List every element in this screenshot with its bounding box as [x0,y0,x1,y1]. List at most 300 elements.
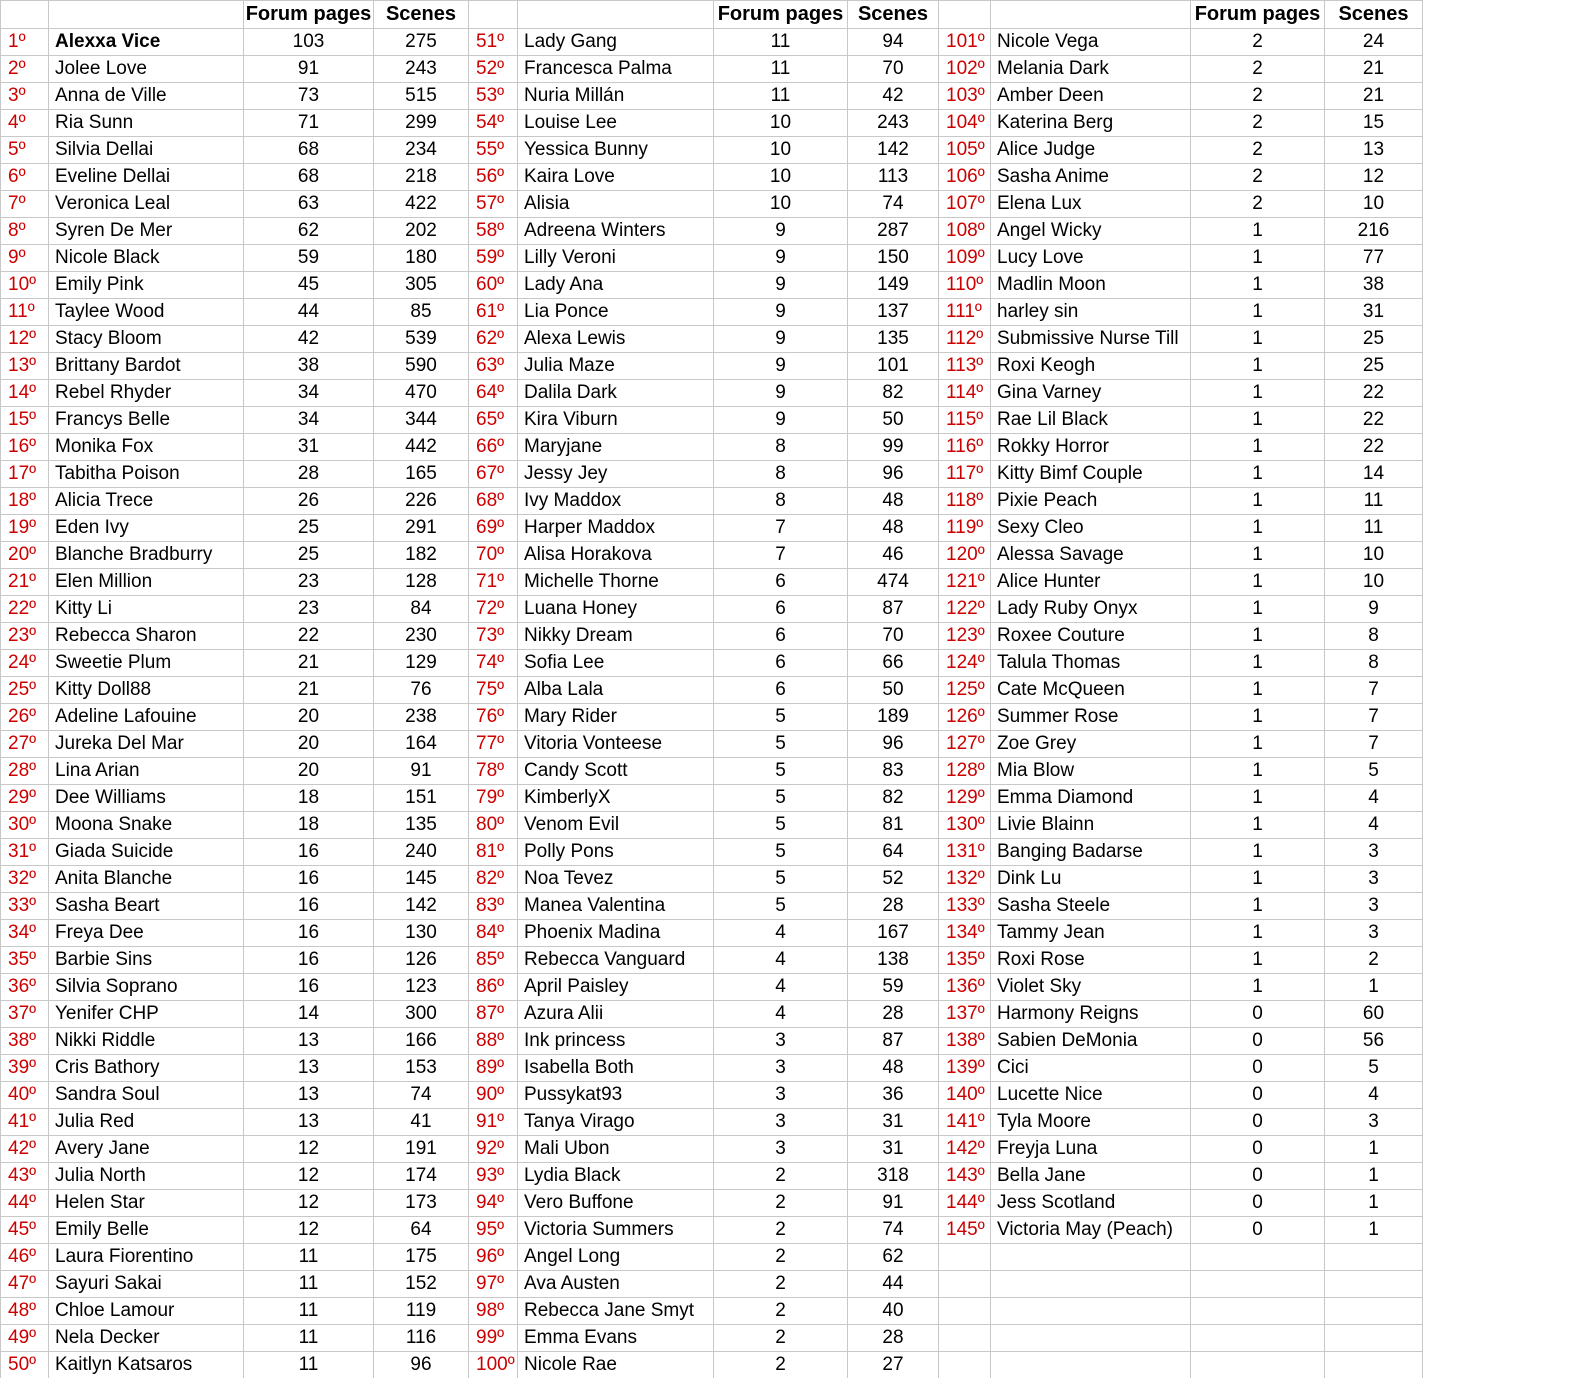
forum-pages-cell[interactable]: 3 [714,1028,848,1055]
empty-cell[interactable] [991,1352,1191,1378]
forum-pages-cell[interactable]: 8 [714,434,848,461]
forum-pages-cell[interactable]: 1 [1191,758,1325,785]
scenes-cell[interactable]: 3 [1325,893,1423,920]
forum-pages-cell[interactable]: 91 [244,56,374,83]
rank-cell[interactable]: 71º [469,569,518,596]
scenes-cell[interactable]: 590 [374,353,469,380]
scenes-cell[interactable]: 9 [1325,596,1423,623]
rank-cell[interactable]: 106º [939,164,991,191]
empty-cell[interactable] [991,1271,1191,1298]
name-cell[interactable]: Rebecca Sharon [49,623,244,650]
empty-header-cell[interactable] [469,1,518,29]
name-cell[interactable]: Mia Blow [991,758,1191,785]
column-header-forum-pages[interactable]: Forum pages [1191,1,1325,29]
name-cell[interactable]: Alice Hunter [991,569,1191,596]
scenes-cell[interactable]: 83 [848,758,939,785]
column-header-scenes[interactable]: Scenes [1325,1,1423,29]
rank-cell[interactable]: 18º [1,488,49,515]
rank-cell[interactable]: 31º [1,839,49,866]
scenes-cell[interactable]: 145 [374,866,469,893]
name-cell[interactable]: Dink Lu [991,866,1191,893]
rank-cell[interactable]: 14º [1,380,49,407]
rank-cell[interactable]: 32º [1,866,49,893]
rank-cell[interactable]: 42º [1,1136,49,1163]
rank-cell[interactable]: 74º [469,650,518,677]
name-cell[interactable]: Angel Wicky [991,218,1191,245]
scenes-cell[interactable]: 151 [374,785,469,812]
forum-pages-cell[interactable]: 1 [1191,731,1325,758]
name-cell[interactable]: Julia Red [49,1109,244,1136]
forum-pages-cell[interactable]: 1 [1191,650,1325,677]
name-cell[interactable]: Sexy Cleo [991,515,1191,542]
empty-cell[interactable] [1191,1244,1325,1271]
name-cell[interactable]: Eveline Dellai [49,164,244,191]
scenes-cell[interactable]: 41 [374,1109,469,1136]
forum-pages-cell[interactable]: 16 [244,947,374,974]
rank-cell[interactable]: 13º [1,353,49,380]
scenes-cell[interactable]: 64 [374,1217,469,1244]
name-cell[interactable]: Kaitlyn Katsaros [49,1352,244,1378]
name-cell[interactable]: Ria Sunn [49,110,244,137]
forum-pages-cell[interactable]: 13 [244,1082,374,1109]
scenes-cell[interactable]: 42 [848,83,939,110]
column-header-forum-pages[interactable]: Forum pages [244,1,374,29]
scenes-cell[interactable]: 22 [1325,434,1423,461]
forum-pages-cell[interactable]: 4 [714,974,848,1001]
empty-cell[interactable] [1191,1352,1325,1378]
scenes-cell[interactable]: 64 [848,839,939,866]
empty-cell[interactable] [1325,1298,1423,1325]
forum-pages-cell[interactable]: 6 [714,650,848,677]
empty-cell[interactable] [939,1325,991,1352]
name-cell[interactable]: Victoria May (Peach) [991,1217,1191,1244]
scenes-cell[interactable]: 48 [848,515,939,542]
name-cell[interactable]: Blanche Bradburry [49,542,244,569]
forum-pages-cell[interactable]: 9 [714,353,848,380]
scenes-cell[interactable]: 38 [1325,272,1423,299]
name-cell[interactable]: Lady Ruby Onyx [991,596,1191,623]
rank-cell[interactable]: 16º [1,434,49,461]
forum-pages-cell[interactable]: 0 [1191,1028,1325,1055]
name-cell[interactable]: Lia Ponce [518,299,714,326]
name-cell[interactable]: Angel Long [518,1244,714,1271]
forum-pages-cell[interactable]: 12 [244,1190,374,1217]
scenes-cell[interactable]: 81 [848,812,939,839]
name-cell[interactable]: Francesca Palma [518,56,714,83]
forum-pages-cell[interactable]: 1 [1191,542,1325,569]
rank-cell[interactable]: 20º [1,542,49,569]
rank-cell[interactable]: 127º [939,731,991,758]
forum-pages-cell[interactable]: 1 [1191,704,1325,731]
rank-cell[interactable]: 132º [939,866,991,893]
name-cell[interactable]: Syren De Mer [49,218,244,245]
scenes-cell[interactable]: 7 [1325,677,1423,704]
scenes-cell[interactable]: 240 [374,839,469,866]
forum-pages-cell[interactable]: 62 [244,218,374,245]
rank-cell[interactable]: 8º [1,218,49,245]
rank-cell[interactable]: 120º [939,542,991,569]
scenes-cell[interactable]: 191 [374,1136,469,1163]
rank-cell[interactable]: 35º [1,947,49,974]
rank-cell[interactable]: 98º [469,1298,518,1325]
scenes-cell[interactable]: 128 [374,569,469,596]
name-cell[interactable]: Stacy Bloom [49,326,244,353]
scenes-cell[interactable]: 474 [848,569,939,596]
name-cell[interactable]: Silvia Dellai [49,137,244,164]
name-cell[interactable]: Freya Dee [49,920,244,947]
name-cell[interactable]: Elena Lux [991,191,1191,218]
forum-pages-cell[interactable]: 2 [714,1190,848,1217]
name-cell[interactable]: Katerina Berg [991,110,1191,137]
empty-cell[interactable] [939,1298,991,1325]
scenes-cell[interactable]: 3 [1325,920,1423,947]
name-cell[interactable]: Tanya Virago [518,1109,714,1136]
rank-cell[interactable]: 11º [1,299,49,326]
forum-pages-cell[interactable]: 7 [714,542,848,569]
rank-cell[interactable]: 60º [469,272,518,299]
name-cell[interactable]: Sandra Soul [49,1082,244,1109]
rank-cell[interactable]: 83º [469,893,518,920]
name-cell[interactable]: Talula Thomas [991,650,1191,677]
name-cell[interactable]: Nicole Vega [991,29,1191,56]
name-cell[interactable]: Ink princess [518,1028,714,1055]
name-cell[interactable]: Jessy Jey [518,461,714,488]
scenes-cell[interactable]: 238 [374,704,469,731]
scenes-cell[interactable]: 318 [848,1163,939,1190]
forum-pages-cell[interactable]: 59 [244,245,374,272]
scenes-cell[interactable]: 50 [848,407,939,434]
scenes-cell[interactable]: 4 [1325,1082,1423,1109]
forum-pages-cell[interactable]: 31 [244,434,374,461]
forum-pages-cell[interactable]: 0 [1191,1217,1325,1244]
forum-pages-cell[interactable]: 1 [1191,245,1325,272]
name-cell[interactable]: Anita Blanche [49,866,244,893]
forum-pages-cell[interactable]: 3 [714,1055,848,1082]
scenes-cell[interactable]: 287 [848,218,939,245]
scenes-cell[interactable]: 8 [1325,650,1423,677]
forum-pages-cell[interactable]: 5 [714,758,848,785]
rank-cell[interactable]: 139º [939,1055,991,1082]
forum-pages-cell[interactable]: 34 [244,407,374,434]
forum-pages-cell[interactable]: 5 [714,731,848,758]
name-cell[interactable]: Phoenix Madina [518,920,714,947]
forum-pages-cell[interactable]: 45 [244,272,374,299]
name-cell[interactable]: Sofia Lee [518,650,714,677]
empty-header-cell[interactable] [991,1,1191,29]
forum-pages-cell[interactable]: 16 [244,866,374,893]
rank-cell[interactable]: 145º [939,1217,991,1244]
name-cell[interactable]: Louise Lee [518,110,714,137]
rank-cell[interactable]: 75º [469,677,518,704]
rank-cell[interactable]: 111º [939,299,991,326]
scenes-cell[interactable]: 14 [1325,461,1423,488]
forum-pages-cell[interactable]: 10 [714,137,848,164]
scenes-cell[interactable]: 27 [848,1352,939,1378]
name-cell[interactable]: Mali Ubon [518,1136,714,1163]
forum-pages-cell[interactable]: 9 [714,380,848,407]
forum-pages-cell[interactable]: 1 [1191,353,1325,380]
forum-pages-cell[interactable]: 7 [714,515,848,542]
forum-pages-cell[interactable]: 1 [1191,596,1325,623]
name-cell[interactable]: Lady Gang [518,29,714,56]
scenes-cell[interactable]: 25 [1325,353,1423,380]
forum-pages-cell[interactable]: 23 [244,569,374,596]
empty-cell[interactable] [939,1271,991,1298]
forum-pages-cell[interactable]: 0 [1191,1190,1325,1217]
forum-pages-cell[interactable]: 6 [714,677,848,704]
scenes-cell[interactable]: 1 [1325,1136,1423,1163]
name-cell[interactable]: Lilly Veroni [518,245,714,272]
rank-cell[interactable]: 89º [469,1055,518,1082]
name-cell[interactable]: Alexxa Vice [49,29,244,56]
forum-pages-cell[interactable]: 2 [714,1271,848,1298]
scenes-cell[interactable]: 40 [848,1298,939,1325]
rank-cell[interactable]: 117º [939,461,991,488]
rank-cell[interactable]: 12º [1,326,49,353]
name-cell[interactable]: Freyja Luna [991,1136,1191,1163]
rank-cell[interactable]: 19º [1,515,49,542]
rank-cell[interactable]: 29º [1,785,49,812]
scenes-cell[interactable]: 56 [1325,1028,1423,1055]
rank-cell[interactable]: 65º [469,407,518,434]
name-cell[interactable]: Emily Pink [49,272,244,299]
name-cell[interactable]: Bella Jane [991,1163,1191,1190]
scenes-cell[interactable]: 22 [1325,380,1423,407]
rank-cell[interactable]: 88º [469,1028,518,1055]
rank-cell[interactable]: 44º [1,1190,49,1217]
column-header-forum-pages[interactable]: Forum pages [714,1,848,29]
rank-cell[interactable]: 101º [939,29,991,56]
rank-cell[interactable]: 144º [939,1190,991,1217]
name-cell[interactable]: Francys Belle [49,407,244,434]
rank-cell[interactable]: 1º [1,29,49,56]
name-cell[interactable]: Tammy Jean [991,920,1191,947]
name-cell[interactable]: Jess Scotland [991,1190,1191,1217]
rank-cell[interactable]: 6º [1,164,49,191]
scenes-cell[interactable]: 28 [848,1001,939,1028]
scenes-cell[interactable]: 119 [374,1298,469,1325]
rank-cell[interactable]: 40º [1,1082,49,1109]
rank-cell[interactable]: 15º [1,407,49,434]
forum-pages-cell[interactable]: 2 [1191,56,1325,83]
forum-pages-cell[interactable]: 1 [1191,623,1325,650]
name-cell[interactable]: Taylee Wood [49,299,244,326]
name-cell[interactable]: Violet Sky [991,974,1191,1001]
name-cell[interactable]: Michelle Thorne [518,569,714,596]
forum-pages-cell[interactable]: 2 [714,1352,848,1378]
scenes-cell[interactable]: 82 [848,380,939,407]
forum-pages-cell[interactable]: 2 [1191,29,1325,56]
name-cell[interactable]: Harper Maddox [518,515,714,542]
scenes-cell[interactable]: 422 [374,191,469,218]
rank-cell[interactable]: 87º [469,1001,518,1028]
name-cell[interactable]: Giada Suicide [49,839,244,866]
scenes-cell[interactable]: 189 [848,704,939,731]
scenes-cell[interactable]: 216 [1325,218,1423,245]
rank-cell[interactable]: 136º [939,974,991,1001]
rank-cell[interactable]: 142º [939,1136,991,1163]
forum-pages-cell[interactable]: 6 [714,623,848,650]
name-cell[interactable]: Alexa Lewis [518,326,714,353]
scenes-cell[interactable]: 442 [374,434,469,461]
forum-pages-cell[interactable]: 38 [244,353,374,380]
scenes-cell[interactable]: 113 [848,164,939,191]
forum-pages-cell[interactable]: 0 [1191,1163,1325,1190]
name-cell[interactable]: Kitty Bimf Couple [991,461,1191,488]
scenes-cell[interactable]: 153 [374,1055,469,1082]
scenes-cell[interactable]: 152 [374,1271,469,1298]
rank-cell[interactable]: 23º [1,623,49,650]
name-cell[interactable]: Barbie Sins [49,947,244,974]
scenes-cell[interactable]: 2 [1325,947,1423,974]
forum-pages-cell[interactable]: 11 [714,56,848,83]
rank-cell[interactable]: 110º [939,272,991,299]
name-cell[interactable]: Cate McQueen [991,677,1191,704]
scenes-cell[interactable]: 31 [1325,299,1423,326]
name-cell[interactable]: Kaira Love [518,164,714,191]
name-cell[interactable]: Dalila Dark [518,380,714,407]
forum-pages-cell[interactable]: 12 [244,1136,374,1163]
name-cell[interactable]: Sasha Beart [49,893,244,920]
scenes-cell[interactable]: 7 [1325,704,1423,731]
rank-cell[interactable]: 109º [939,245,991,272]
forum-pages-cell[interactable]: 1 [1191,299,1325,326]
name-cell[interactable]: Noa Tevez [518,866,714,893]
forum-pages-cell[interactable]: 63 [244,191,374,218]
rank-cell[interactable]: 86º [469,974,518,1001]
forum-pages-cell[interactable]: 23 [244,596,374,623]
name-cell[interactable]: Maryjane [518,434,714,461]
forum-pages-cell[interactable]: 9 [714,272,848,299]
forum-pages-cell[interactable]: 26 [244,488,374,515]
rank-cell[interactable]: 52º [469,56,518,83]
forum-pages-cell[interactable]: 16 [244,839,374,866]
scenes-cell[interactable]: 173 [374,1190,469,1217]
rank-cell[interactable]: 5º [1,137,49,164]
name-cell[interactable]: Nicole Black [49,245,244,272]
scenes-cell[interactable]: 226 [374,488,469,515]
forum-pages-cell[interactable]: 5 [714,866,848,893]
forum-pages-cell[interactable]: 8 [714,488,848,515]
empty-cell[interactable] [1325,1271,1423,1298]
empty-cell[interactable] [1325,1352,1423,1378]
rank-cell[interactable]: 116º [939,434,991,461]
name-cell[interactable]: Gina Varney [991,380,1191,407]
forum-pages-cell[interactable]: 0 [1191,1109,1325,1136]
rank-cell[interactable]: 103º [939,83,991,110]
scenes-cell[interactable]: 116 [374,1325,469,1352]
scenes-cell[interactable]: 28 [848,1325,939,1352]
rank-cell[interactable]: 26º [1,704,49,731]
scenes-cell[interactable]: 10 [1325,569,1423,596]
name-cell[interactable]: Alba Lala [518,677,714,704]
name-cell[interactable]: Pixie Peach [991,488,1191,515]
name-cell[interactable]: Vitoria Vonteese [518,731,714,758]
scenes-cell[interactable]: 1 [1325,1217,1423,1244]
name-cell[interactable]: Helen Star [49,1190,244,1217]
scenes-cell[interactable]: 77 [1325,245,1423,272]
forum-pages-cell[interactable]: 11 [244,1325,374,1352]
rank-cell[interactable]: 54º [469,110,518,137]
forum-pages-cell[interactable]: 20 [244,731,374,758]
forum-pages-cell[interactable]: 1 [1191,785,1325,812]
forum-pages-cell[interactable]: 1 [1191,488,1325,515]
scenes-cell[interactable]: 94 [848,29,939,56]
rank-cell[interactable]: 104º [939,110,991,137]
rank-cell[interactable]: 105º [939,137,991,164]
forum-pages-cell[interactable]: 0 [1191,1055,1325,1082]
name-cell[interactable]: Sabien DeMonia [991,1028,1191,1055]
empty-cell[interactable] [991,1244,1191,1271]
name-cell[interactable]: Dee Williams [49,785,244,812]
rank-cell[interactable]: 9º [1,245,49,272]
scenes-cell[interactable]: 76 [374,677,469,704]
name-cell[interactable]: Mary Rider [518,704,714,731]
scenes-cell[interactable]: 5 [1325,1055,1423,1082]
rank-cell[interactable]: 3º [1,83,49,110]
name-cell[interactable]: Julia North [49,1163,244,1190]
scenes-cell[interactable]: 10 [1325,542,1423,569]
name-cell[interactable]: Rebecca Jane Smyt [518,1298,714,1325]
scenes-cell[interactable]: 21 [1325,56,1423,83]
rank-cell[interactable]: 39º [1,1055,49,1082]
forum-pages-cell[interactable]: 1 [1191,947,1325,974]
forum-pages-cell[interactable]: 5 [714,812,848,839]
name-cell[interactable]: Lydia Black [518,1163,714,1190]
rank-cell[interactable]: 95º [469,1217,518,1244]
scenes-cell[interactable]: 167 [848,920,939,947]
scenes-cell[interactable]: 8 [1325,623,1423,650]
scenes-cell[interactable]: 91 [848,1190,939,1217]
scenes-cell[interactable]: 515 [374,83,469,110]
forum-pages-cell[interactable]: 1 [1191,326,1325,353]
forum-pages-cell[interactable]: 16 [244,974,374,1001]
rank-cell[interactable]: 77º [469,731,518,758]
empty-cell[interactable] [991,1325,1191,1352]
name-cell[interactable]: Adreena Winters [518,218,714,245]
name-cell[interactable]: Nicole Rae [518,1352,714,1378]
rank-cell[interactable]: 133º [939,893,991,920]
name-cell[interactable]: Tyla Moore [991,1109,1191,1136]
scenes-cell[interactable]: 52 [848,866,939,893]
scenes-cell[interactable]: 218 [374,164,469,191]
forum-pages-cell[interactable]: 3 [714,1109,848,1136]
rank-cell[interactable]: 47º [1,1271,49,1298]
rank-cell[interactable]: 30º [1,812,49,839]
empty-cell[interactable] [991,1298,1191,1325]
scenes-cell[interactable]: 180 [374,245,469,272]
forum-pages-cell[interactable]: 2 [1191,137,1325,164]
scenes-cell[interactable]: 70 [848,623,939,650]
scenes-cell[interactable]: 28 [848,893,939,920]
forum-pages-cell[interactable]: 11 [244,1298,374,1325]
name-cell[interactable]: Nuria Millán [518,83,714,110]
forum-pages-cell[interactable]: 68 [244,137,374,164]
scenes-cell[interactable]: 5 [1325,758,1423,785]
empty-header-cell[interactable] [518,1,714,29]
scenes-cell[interactable]: 126 [374,947,469,974]
scenes-cell[interactable]: 135 [374,812,469,839]
name-cell[interactable]: Chloe Lamour [49,1298,244,1325]
empty-header-cell[interactable] [1,1,49,29]
name-cell[interactable]: Nikky Dream [518,623,714,650]
forum-pages-cell[interactable]: 1 [1191,434,1325,461]
forum-pages-cell[interactable]: 1 [1191,677,1325,704]
rank-cell[interactable]: 7º [1,191,49,218]
name-cell[interactable]: Alicia Trece [49,488,244,515]
scenes-cell[interactable]: 202 [374,218,469,245]
rank-cell[interactable]: 135º [939,947,991,974]
